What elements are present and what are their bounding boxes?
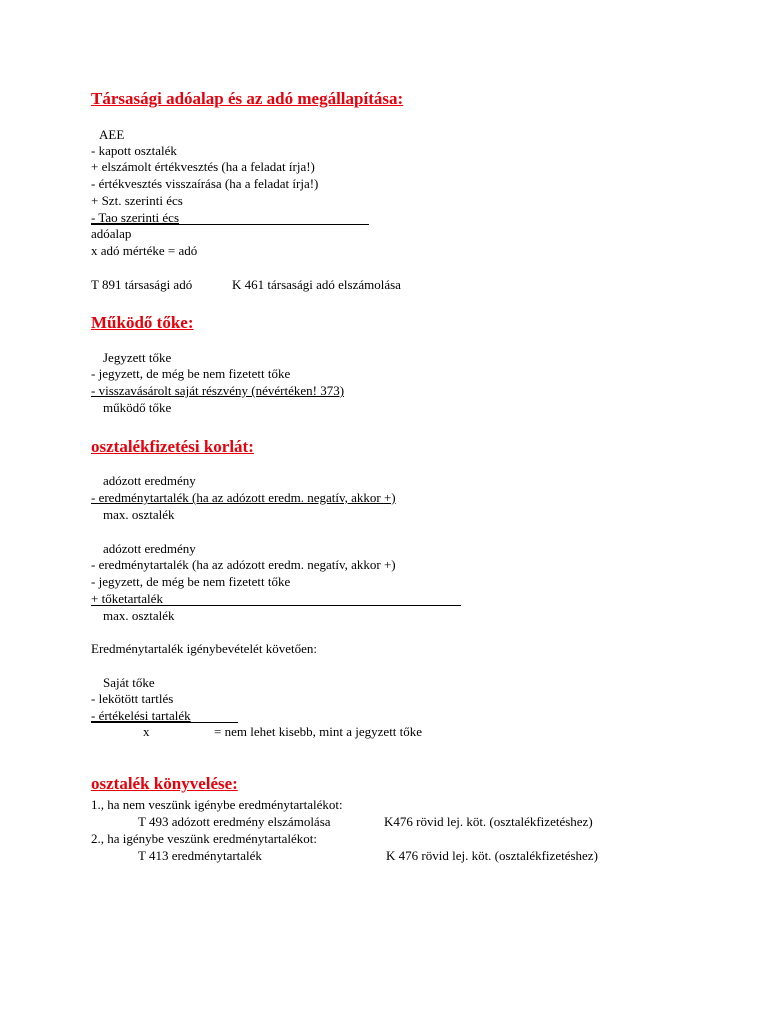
dl1-line-retained-earnings: - eredménytartalék (ha az adózott eredm. negatív, akkor +)	[91, 490, 396, 505]
tax-line-aee: AEE	[99, 127, 125, 142]
dl2-line-retained-earnings: - eredménytartalék (ha az adózott eredm. negatív, akkor +)	[91, 557, 396, 572]
tax-line-tao-depreciation: - Tao szerinti écs	[91, 210, 180, 225]
dl2-line-max-dividend: max. osztalék	[103, 608, 175, 623]
dl3-x-label: x	[143, 724, 150, 739]
wc-line-treasury-shares: - visszavásárolt saját részvény (névértéken! 373)	[91, 383, 345, 398]
booking-case2-title: 2., ha igénybe veszünk eredménytartalékot:	[91, 831, 317, 846]
dl1-line-max-dividend: max. osztalék	[103, 507, 175, 522]
tax-line-tax-base: adóalap	[91, 226, 132, 241]
after-reserve-title: Eredménytartalék igénybevételét követően:	[91, 641, 317, 656]
dl2-line-unpaid-capital: - jegyzett, de még be nem fizetett tőke	[91, 574, 291, 589]
tax-entry-credit: K 461 társasági adó elszámolása	[232, 277, 401, 292]
booking-case1-debit: T 493 adózott eredmény elszámolása	[138, 814, 331, 829]
heading-working-capital: Működő tőke:	[91, 313, 194, 332]
wc-line-working-capital: működő tőke	[103, 400, 172, 415]
heading-dividend-booking: osztalék könyvelése:	[91, 774, 238, 793]
tax-underline-rule	[91, 224, 369, 225]
wc-line-unpaid-capital: - jegyzett, de még be nem fizetett tőke	[91, 366, 291, 381]
tax-line-received-dividend: - kapott osztalék	[91, 143, 177, 158]
tax-line-szt-depreciation: + Szt. szerinti écs	[91, 193, 183, 208]
dl1-line-after-tax-profit: adózott eredmény	[103, 473, 196, 488]
tax-line-tax-rate: x adó mértéke = adó	[91, 243, 198, 258]
dl3-line-equity: Saját tőke	[103, 675, 155, 690]
dl2-line-after-tax-profit: adózott eredmény	[103, 541, 196, 556]
dl2-line-capital-reserve: + tőketartalék	[91, 591, 163, 606]
wc-line-registered-capital: Jegyzett tőke	[103, 350, 172, 365]
booking-case2-credit: K 476 rövid lej. köt. (osztalékfizetéshez)	[386, 848, 598, 863]
heading-dividend-limit: osztalékfizetési korlát:	[91, 437, 254, 456]
dl3-x-condition: = nem lehet kisebb, mint a jegyzett tőke	[214, 724, 423, 739]
booking-case1-title: 1., ha nem veszünk igénybe eredménytartalékot:	[91, 797, 343, 812]
dl3-underline-rule	[91, 722, 238, 723]
tax-entry-debit: T 891 társasági adó	[91, 277, 193, 292]
tax-line-impairment-reversal: - értékvesztés visszaírása (ha a feladat írja!)	[91, 176, 319, 191]
tax-line-impairment: + elszámolt értékvesztés (ha a feladat írja!)	[91, 159, 315, 174]
booking-case1-credit: K476 rövid lej. köt. (osztalékfizetéshez)	[384, 814, 593, 829]
dl3-line-valuation-reserve: - értékelési tartalék	[91, 708, 191, 723]
heading-tax-base: Társasági adóalap és az adó megállapítása:	[91, 89, 404, 108]
booking-case2-debit: T 413 eredménytartalék	[138, 848, 262, 863]
dl3-line-tied-reserve: - lekötött tartlés	[91, 691, 174, 706]
dl2-underline-rule	[91, 605, 461, 606]
